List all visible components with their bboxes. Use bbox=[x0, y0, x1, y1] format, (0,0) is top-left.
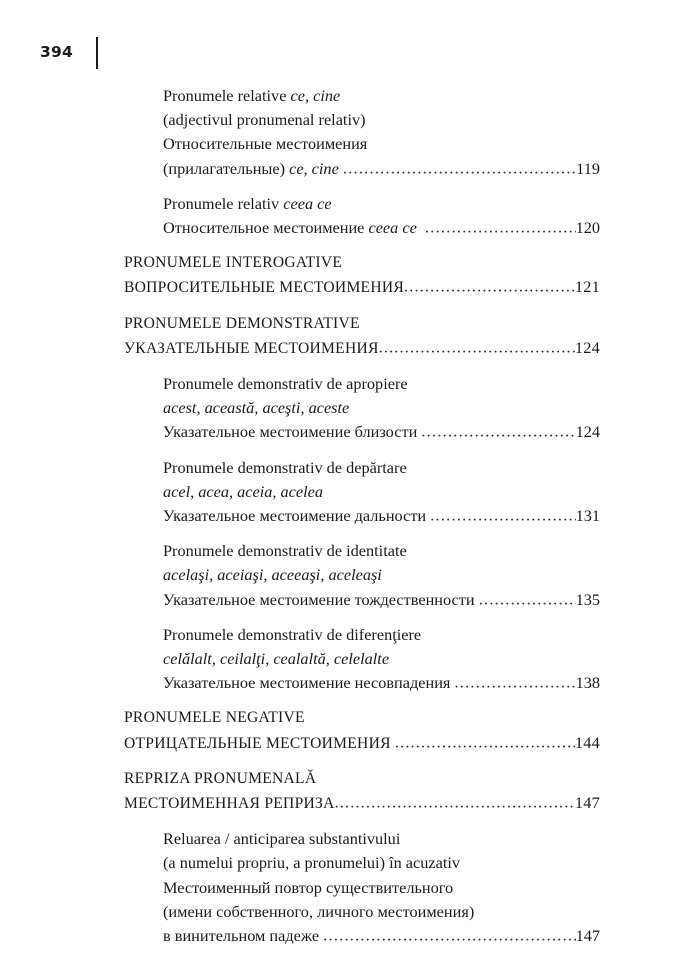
toc-line-label: УКАЗАТЕЛЬНЫЕ МЕСТОИМЕНИЯ bbox=[124, 339, 379, 357]
toc-line bbox=[124, 791, 600, 816]
toc-entry[interactable] bbox=[124, 539, 600, 612]
toc-line-label: (a numelui propriu, a pronumelui) în acuzativ bbox=[163, 853, 461, 873]
toc-italic-term: celălalt, ceilalţi, cealaltă, celelalte bbox=[163, 649, 390, 669]
dot-leader bbox=[454, 671, 575, 695]
toc-line bbox=[124, 767, 600, 791]
toc-line bbox=[163, 563, 600, 587]
toc-page-number[interactable]: 119 bbox=[576, 158, 600, 178]
toc-line bbox=[163, 671, 600, 695]
toc-line bbox=[163, 480, 600, 504]
toc-line bbox=[163, 157, 600, 181]
toc-line bbox=[163, 192, 600, 216]
toc-line-label: PRONUMELE INTEROGATIVE bbox=[124, 254, 343, 272]
toc-page-number[interactable]: 120 bbox=[575, 218, 600, 238]
toc-line-label: REPRIZA PRONUMENALĂ bbox=[124, 769, 317, 787]
toc-page-number[interactable]: 147 bbox=[574, 793, 600, 813]
toc-line-label: Pronumele demonstrativ de identitate bbox=[163, 541, 407, 561]
dot-leader bbox=[421, 420, 575, 444]
toc-line-label: ОТРИЦАТЕЛЬНЫЕ МЕСТОИМЕНИЯ bbox=[124, 734, 395, 752]
toc-page-number[interactable]: 124 bbox=[574, 337, 600, 357]
toc-line bbox=[163, 132, 600, 156]
toc-page-number[interactable]: 131 bbox=[575, 506, 600, 526]
toc-line bbox=[124, 336, 600, 361]
toc-entry[interactable] bbox=[124, 827, 600, 948]
toc-line bbox=[163, 396, 600, 420]
toc-section-heading[interactable] bbox=[124, 312, 600, 361]
dot-leader bbox=[425, 216, 576, 240]
toc-line-label: Местоименный повтор существительного bbox=[163, 877, 454, 897]
toc-section-heading[interactable] bbox=[124, 767, 600, 816]
toc-line-label: PRONUMELE NEGATIVE bbox=[124, 709, 305, 727]
toc-entry[interactable] bbox=[124, 623, 600, 696]
toc-line bbox=[163, 924, 600, 948]
toc-italic-term: acest, această, aceşti, aceste bbox=[163, 398, 350, 418]
dot-leader bbox=[343, 156, 576, 180]
toc-line-label bbox=[163, 396, 349, 420]
toc-page-number[interactable]: 147 bbox=[575, 926, 600, 946]
toc-italic-term: acelaşi, aceiaşi, aceeaşi, aceleaşi bbox=[163, 565, 382, 585]
toc-section-heading[interactable] bbox=[124, 251, 600, 300]
dot-leader bbox=[479, 587, 576, 611]
dot-leader bbox=[395, 730, 575, 754]
toc-line bbox=[124, 731, 600, 756]
toc-italic-term: acel, acea, aceia, acelea bbox=[163, 481, 324, 501]
folio-divider-rule bbox=[96, 37, 98, 69]
toc-entry[interactable] bbox=[124, 372, 600, 445]
toc-page-number[interactable]: 138 bbox=[575, 673, 600, 693]
toc-line-label: Указательное местоимение дальности bbox=[163, 506, 431, 526]
toc-line-label: Pronumele relativ ceea ce bbox=[163, 193, 332, 213]
toc-line bbox=[163, 851, 600, 875]
dot-leader bbox=[379, 335, 575, 359]
toc-line bbox=[124, 275, 600, 300]
toc-line bbox=[163, 108, 600, 132]
toc-line bbox=[163, 372, 600, 396]
toc-page-number[interactable]: 144 bbox=[574, 732, 600, 752]
toc-italic-term: ce, cine bbox=[290, 86, 341, 105]
toc-line bbox=[124, 251, 600, 275]
toc-page-number[interactable]: 124 bbox=[575, 422, 600, 442]
toc-line-label: Указательное местоимение тождественности bbox=[163, 589, 479, 609]
toc-line-label: МЕСТОИМЕННАЯ РЕПРИЗА bbox=[124, 795, 335, 813]
toc-line bbox=[163, 504, 600, 528]
page-number: 394 bbox=[40, 43, 73, 62]
toc-line-label: (имени собственного, личного местоимения) bbox=[163, 901, 475, 921]
toc-line-label: Pronumele relative ce, cine bbox=[163, 86, 341, 105]
toc-line-label: Относительное местоимение ceea ce bbox=[163, 218, 417, 238]
toc-line-label: Pronumele demonstrativ de depărtare bbox=[163, 457, 407, 477]
toc-line bbox=[163, 420, 600, 444]
toc-line-label: Указательное местоимение близости bbox=[163, 422, 422, 442]
dot-leader bbox=[335, 791, 575, 815]
toc-line bbox=[163, 216, 600, 240]
toc-line bbox=[163, 84, 600, 108]
toc-line bbox=[163, 876, 600, 900]
toc-line bbox=[163, 539, 600, 563]
toc-line bbox=[163, 900, 600, 924]
toc-entry[interactable] bbox=[124, 456, 600, 529]
toc-line bbox=[163, 623, 600, 647]
toc-line bbox=[124, 312, 600, 336]
toc-line-label bbox=[163, 563, 382, 587]
toc-line-label: Reluarea / anticiparea substantivului bbox=[163, 829, 401, 849]
toc-line-label: Pronumele demonstrativ de apropiere bbox=[163, 374, 408, 394]
toc-entry[interactable] bbox=[124, 84, 600, 181]
toc-line-label: (прилагательные) ce, cine bbox=[163, 158, 339, 178]
toc-line-label bbox=[163, 647, 389, 671]
dot-leader bbox=[404, 275, 575, 299]
table-of-contents bbox=[124, 84, 600, 948]
toc-line-label: Относительные местоимения bbox=[163, 134, 368, 154]
toc-page-number[interactable]: 121 bbox=[574, 277, 600, 297]
toc-line bbox=[163, 647, 600, 671]
toc-line-label: Указательное местоимение несовпадения bbox=[163, 673, 455, 693]
toc-line bbox=[163, 827, 600, 851]
toc-page-number[interactable]: 135 bbox=[575, 589, 600, 609]
toc-italic-term: ce, cine bbox=[289, 158, 339, 178]
toc-line bbox=[124, 706, 600, 730]
dot-leader bbox=[323, 924, 575, 948]
toc-line-label: (adjectivul pronumenal relativ) bbox=[163, 110, 366, 130]
toc-line-label: в винительном падеже bbox=[163, 926, 324, 946]
toc-entry[interactable] bbox=[124, 192, 600, 240]
toc-line bbox=[163, 588, 600, 612]
toc-italic-term: ceea ce bbox=[283, 193, 332, 213]
toc-italic-term: ceea ce bbox=[368, 218, 417, 238]
toc-line bbox=[163, 456, 600, 480]
dot-leader bbox=[430, 504, 575, 528]
toc-section-heading[interactable] bbox=[124, 706, 600, 755]
toc-line-label bbox=[163, 480, 323, 504]
toc-line-label: Pronumele demonstrativ de diferenţiere bbox=[163, 624, 422, 644]
toc-line-label: ВОПРОСИТЕЛЬНЫЕ МЕСТОИМЕНИЯ bbox=[124, 279, 405, 297]
toc-line-label: PRONUMELE DEMONSTRATIVE bbox=[124, 314, 360, 332]
folio bbox=[40, 36, 98, 70]
